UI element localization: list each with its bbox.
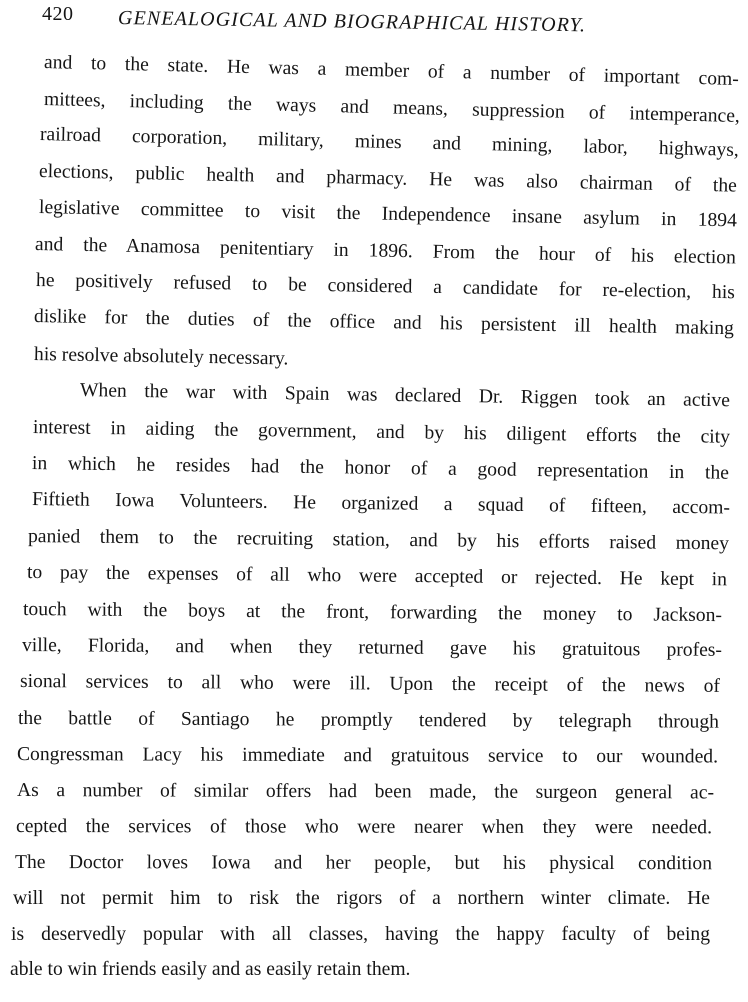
text-line: to pay the expenses of all who were accepted or rejected. He kept in: [26, 562, 728, 591]
text-line: dislike for the duties of the office and his persistent ill health making: [33, 306, 735, 340]
text-line: his resolve absolutely necessary.: [33, 344, 289, 370]
text-line: Congressman Lacy his immediate and gratuitous service to our wounded.: [16, 744, 719, 768]
text-line: mittees, including the ways and means, suppression of intemperance,: [43, 89, 741, 128]
running-title: GENEALOGICAL AND BIOGRAPHICAL HISTORY.: [117, 7, 587, 37]
text-line: Fiftieth Iowa Volunteers. He organized a squad of fifteen, accom-: [31, 489, 731, 519]
text-line: elections, public health and pharmacy. He was also chairman of the: [38, 161, 738, 197]
text-line: When the war with Spain was declared Dr. Riggen took an active: [79, 380, 731, 412]
text-line: cepted the services of those who were nearer when they were needed.: [15, 816, 713, 839]
text-line: and the Anamosa penitentiary in 1896. From the hour of his election: [34, 234, 737, 269]
text-line: in which he resides had the honor of a good representation in the: [31, 453, 730, 484]
text-line: is deservedly popular with all classes, having the happy faculty of being: [11, 924, 710, 945]
text-line: panied them to the recruiting station, and by his efforts raised money: [27, 526, 730, 555]
text-line: will not permit him to risk the rigors of a northern winter climate. He: [13, 888, 710, 909]
text-line: ville, Florida, and when they returned gave his gratuitous profes-: [21, 635, 723, 661]
text-line: As a number of similar offers had been made, the surgeon general ac-: [16, 780, 715, 804]
text-line: the battle of Santiago he promptly tendered by telegraph through: [17, 708, 720, 733]
page-number: 420: [42, 3, 74, 25]
text-line: able to win friends easily and as easily retain them.: [10, 959, 411, 980]
text-line: legislative committee to visit the Independence insane asylum in 1894: [38, 197, 738, 232]
text-line: touch with the boys at the front, forwarding the money to Jackson-: [22, 599, 723, 627]
text-line: The Doctor loves Iowa and her people, but his physical condition: [14, 852, 713, 875]
text-line: interest in aiding the government, and by his diligent efforts the city: [32, 417, 731, 448]
text-line: sional services to all who were ill. Upon the receipt of the news of: [19, 671, 721, 697]
text-line: and to the state. He was a member of a number of important com-: [43, 52, 740, 90]
text-line: he positively refused to be considered a candidate for re-election, his: [35, 270, 736, 304]
text-line: railroad corporation, military, mines and mining, labor, highways,: [39, 124, 740, 161]
